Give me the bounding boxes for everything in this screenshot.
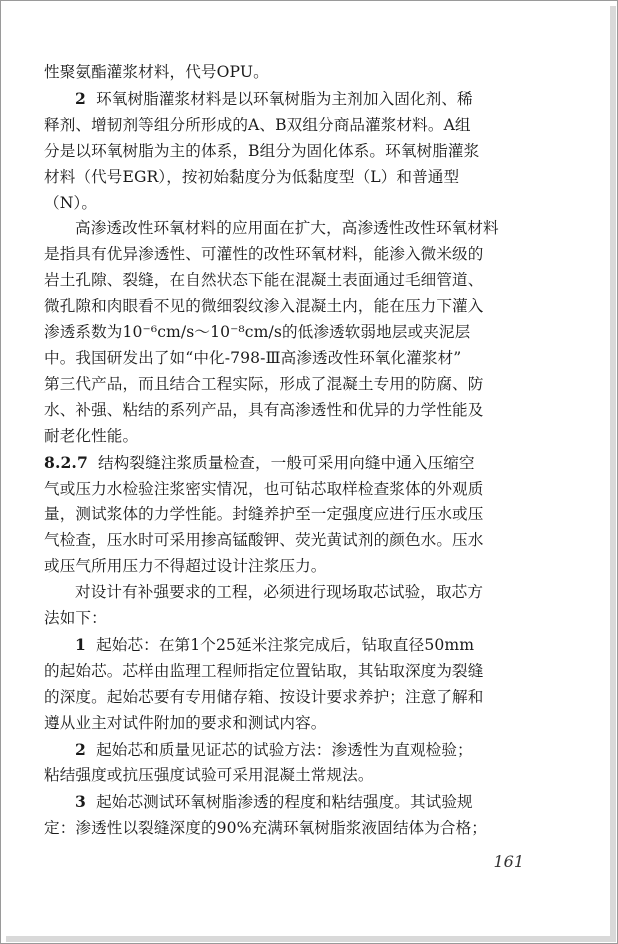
item-number: 3 [75, 792, 86, 812]
item-number: 2 [75, 88, 86, 108]
text-line: 的起始芯。芯样由监理工程师指定位置钻取，其钻取深度为裂缝 [44, 661, 484, 680]
text-line: 遵从业主对试件附加的要求和测试内容。 [44, 713, 327, 732]
text-line: 渗透系数为10⁻⁶cm/s～10⁻⁸cm/s的低渗透软弱地层或夹泥层 [44, 323, 471, 342]
text-line: 气或压力水检验注浆密实情况，也可钻芯取样检查浆体的外观质 [44, 479, 484, 498]
text-line: 材料（代号EGR），按初始黏度分为低黏度型（L）和普通型 [44, 167, 460, 186]
item-number: 2 [75, 739, 86, 759]
text-line: 释剂、增韧剂等组分所形成的A、B双组分商品灌浆材料。A组 [44, 115, 471, 134]
text-line: 1 起始芯：在第1个25延米注浆完成后，钻取直径50mm [75, 634, 475, 654]
text-line: 2 起始芯和质量见证芯的试验方法：渗透性为直观检验； [75, 739, 473, 759]
text-line: 第三代产品，而且结合工程实际，形成了混凝土专用的防腐、防 [44, 374, 484, 393]
text-line: 3 起始芯测试环氧树脂渗透的程度和粘结强度。其试验规 [75, 792, 473, 812]
text-line: 或压气所用压力不得超过设计注浆压力。 [44, 557, 327, 576]
text-line: 岩土孔隙、裂缝，在自然状态下能在混凝土表面通过毛细管道、 [44, 271, 484, 290]
body-text [44, 60, 536, 842]
text-line: 耐老化性能。 [44, 426, 139, 445]
page-shadow [6, 936, 616, 942]
text-line: 的深度。起始芯要有专用储存箱、按设计要求养护；注意了解和 [44, 687, 484, 706]
text-line: 法如下： [44, 609, 107, 628]
text-line: 粘结强度或抗压强度试验可采用混凝土常规法。 [44, 766, 374, 785]
page-number: 161 [493, 852, 524, 871]
text-line: 定：渗透性以裂缝深度的90%充满环氧树脂浆液固结体为合格； [44, 819, 487, 838]
text-line: 水、补强、粘结的系列产品，具有高渗透性和优异的力学性能及 [44, 400, 484, 419]
text-line: 高渗透改性环氧材料的应用面在扩大，高渗透性改性环氧材料 [75, 219, 499, 238]
text-line: 分是以环氧树脂为主的体系，B组分为固化体系。环氧树脂灌浆 [44, 141, 480, 160]
page-shadow [610, 6, 616, 942]
text-line: 微孔隙和肉眼看不见的微细裂纹渗入混凝土内，能在压力下灌入 [44, 297, 484, 316]
text-line: 性聚氨酯灌浆材料，代号OPU。 [44, 63, 269, 81]
text-line: （N）。 [44, 193, 98, 212]
item-number: 1 [75, 634, 86, 654]
text-line: 8.2.7 结构裂缝注浆质量检查，一般可采用向缝中通入压缩空 [44, 452, 475, 472]
text-line: 中。我国研发出了如“中化-798-Ⅲ高渗透改性环氧化灌浆材” [44, 348, 462, 367]
text-line: 对设计有补强要求的工程，必须进行现场取芯试验，取芯方 [75, 583, 484, 602]
text-line: 量，测试浆体的力学性能。封缝养护至一定强度应进行压水或压 [44, 505, 484, 524]
text-line: 气检查，压水时可采用掺高锰酸钾、荧光黄试剂的颜色水。压水 [44, 531, 484, 550]
text-line: 2 环氧树脂灌浆材料是以环氧树脂为主剂加入固化剂、稀 [75, 88, 473, 108]
section-number: 8.2.7 [44, 452, 88, 472]
text-line: 是指具有优异渗透性、可灌性的改性环氧材料，能渗入微米级的 [44, 245, 484, 264]
